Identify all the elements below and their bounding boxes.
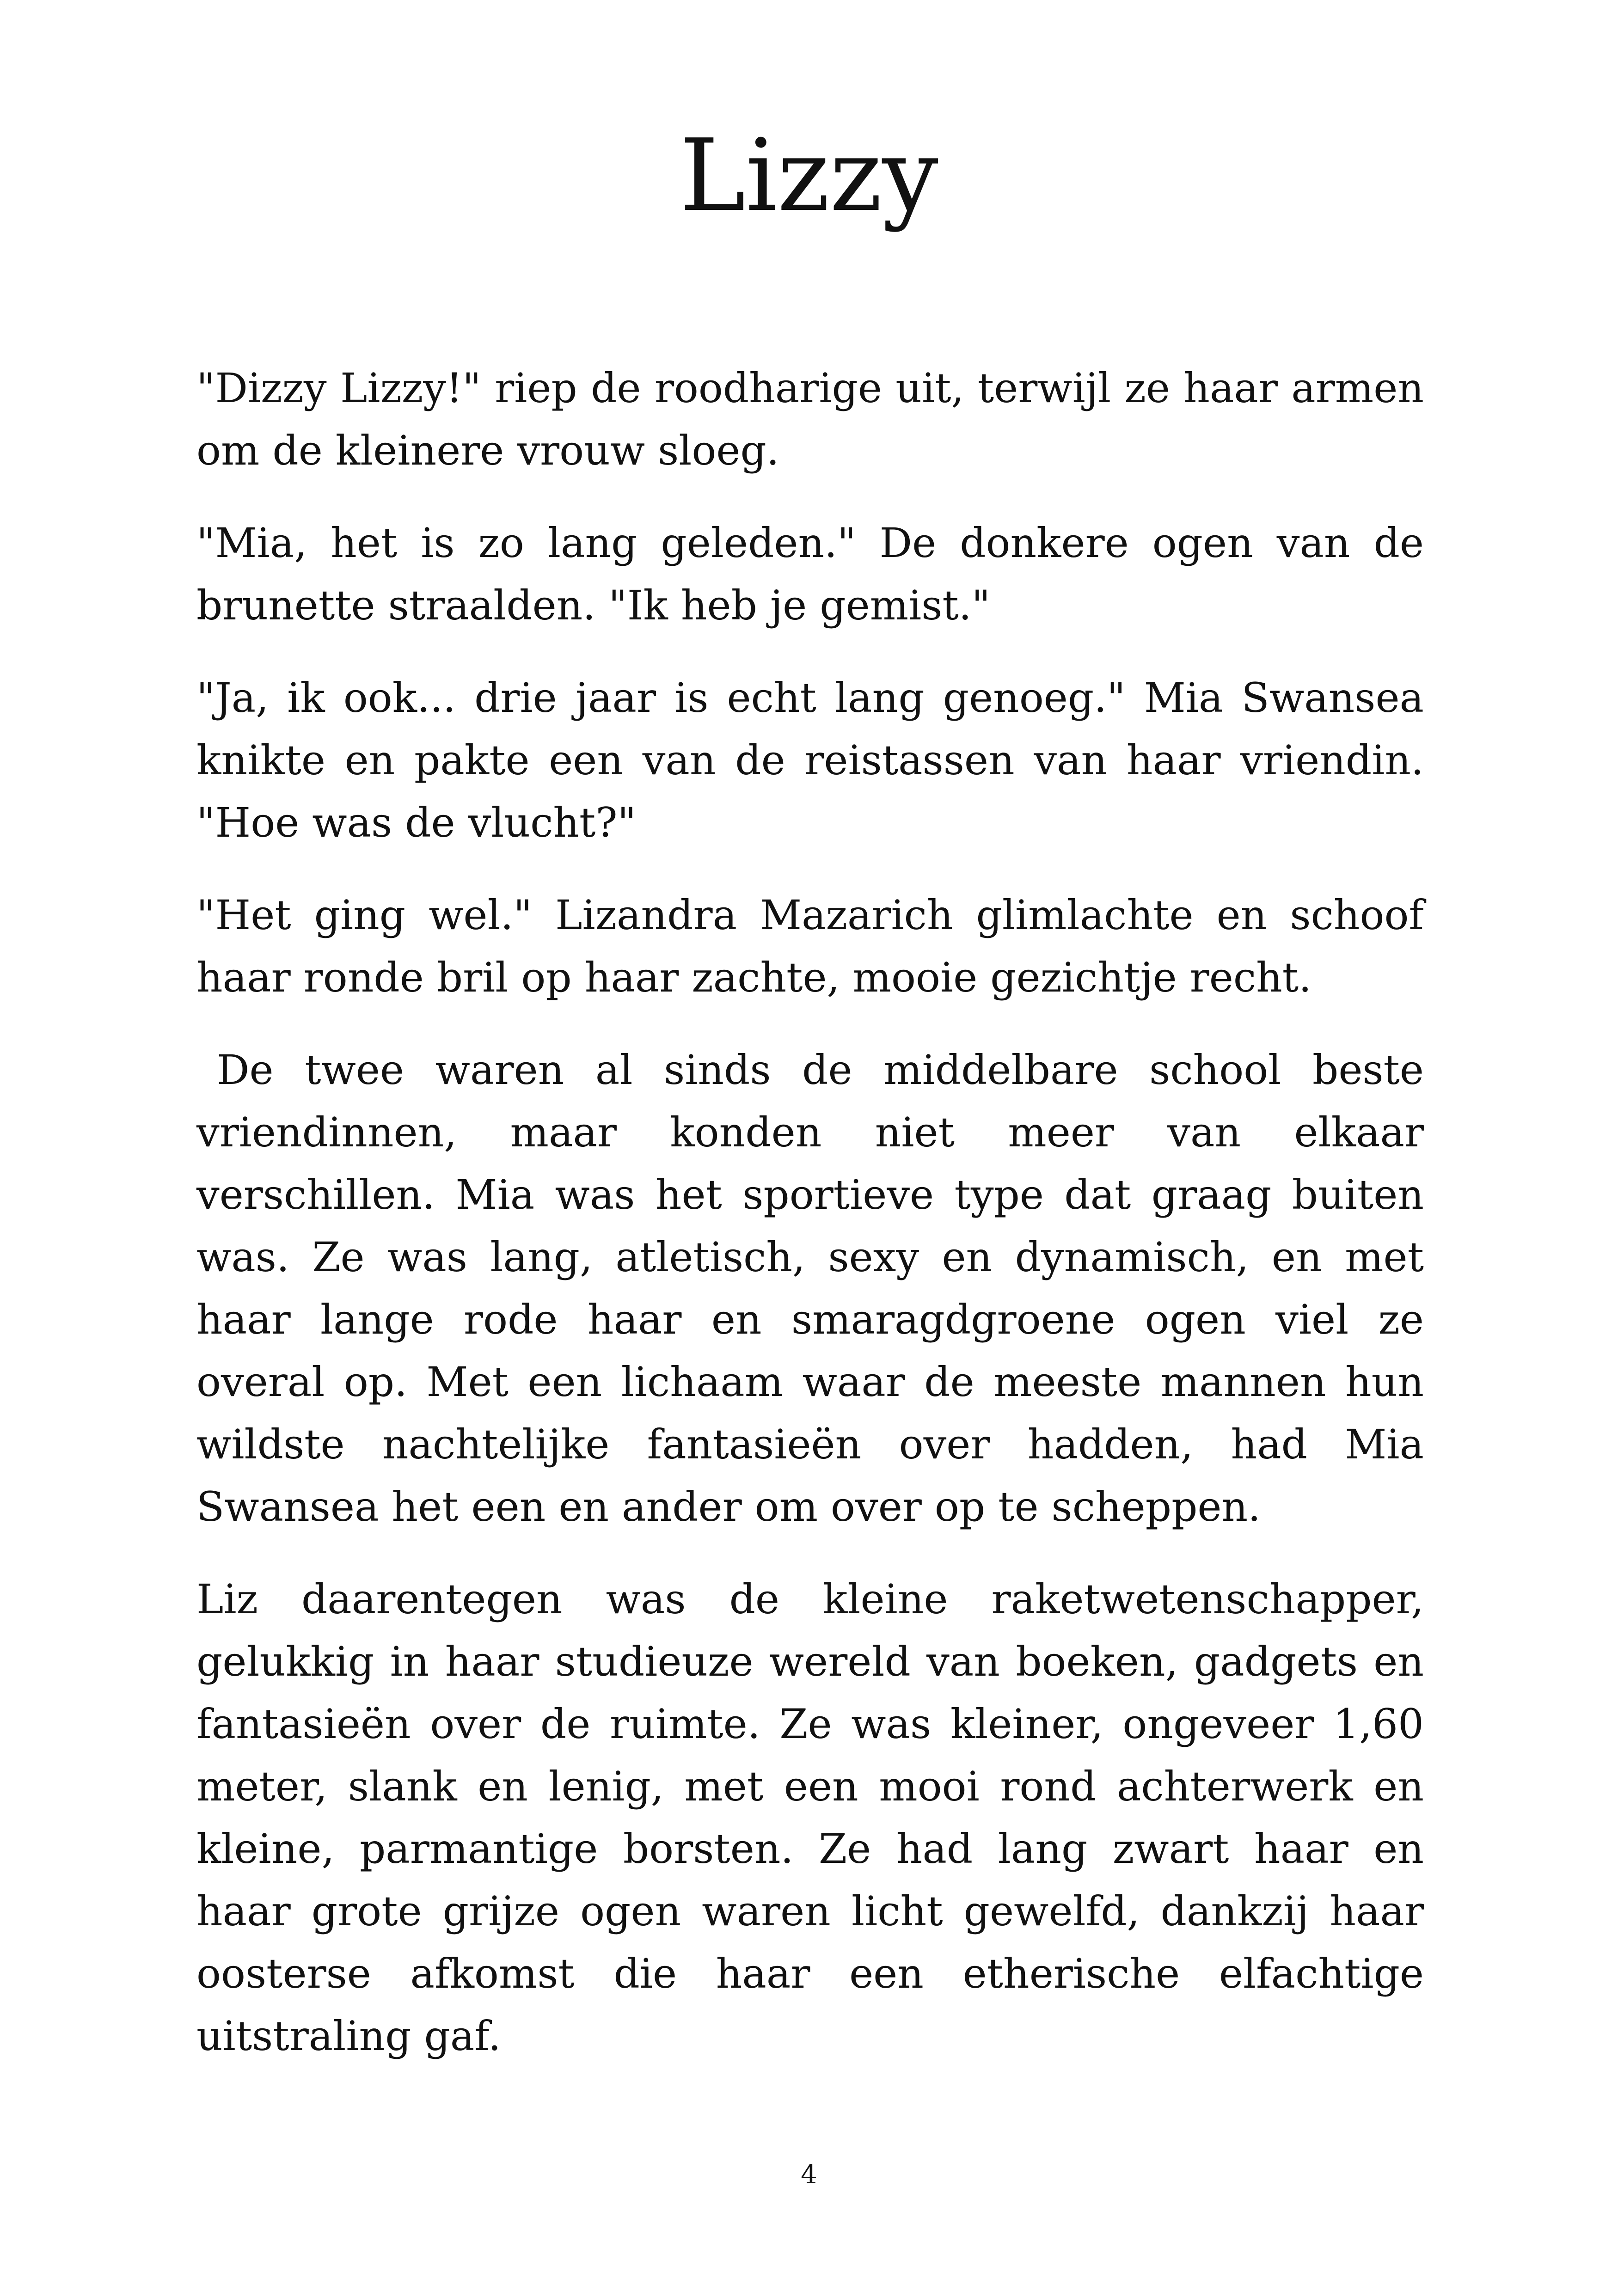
page-number: 4	[801, 2160, 817, 2190]
paragraph-4: "Het ging wel." Lizandra Mazarich glimlachte en schoof haar ronde bril op haar zachte, mooie gezichtje recht.	[196, 891, 1424, 1001]
paragraph-3: "Ja, ik ook... drie jaar is echt lang genoeg." Mia Swansea knikte en pakte een van de reistassen van haar vriendin. "Hoe was de vlucht?"	[196, 674, 1424, 846]
chapter-body	[196, 357, 1424, 2097]
paragraph-5: De twee waren al sinds de middelbare school beste vriendinnen, maar konden niet meer van elkaar verschillen. Mia was het sportieve type dat graag buiten was. Ze was lang, atletisch, sexy en dynamisch, en met haar lange rode haar en smaragdgroene ogen viel ze overal op. Met een lichaam waar de meeste mannen hun wildste nachtelijke fantasieën over hadden, had Mia Swansea het een en ander om over op te scheppen.	[196, 1046, 1424, 1531]
paragraph-1: "Dizzy Lizzy!" riep de roodharige uit, terwijl ze haar armen om de kleinere vrouw sloeg.	[196, 364, 1424, 474]
paragraph-6: Liz daarentegen was de kleine raketwetenschapper, gelukkig in haar studieuze wereld van boeken, gadgets en fantasieën over de ruimte. Ze was kleiner, ongeveer 1,60 meter, slank en lenig, met een mooi rond achterwerk en kleine, parmantige borsten. Ze had lang zwart haar en haar grote grijze ogen waren licht gewelfd, dankzij haar oosterse afkomst die haar een etherische elfachtige uitstraling gaf.	[196, 1575, 1424, 2060]
chapter-title: Lizzy	[680, 117, 938, 233]
paragraph-2: "Mia, het is zo lang geleden." De donkere ogen van de brunette straalden. "Ik heb je gemist."	[196, 519, 1424, 629]
